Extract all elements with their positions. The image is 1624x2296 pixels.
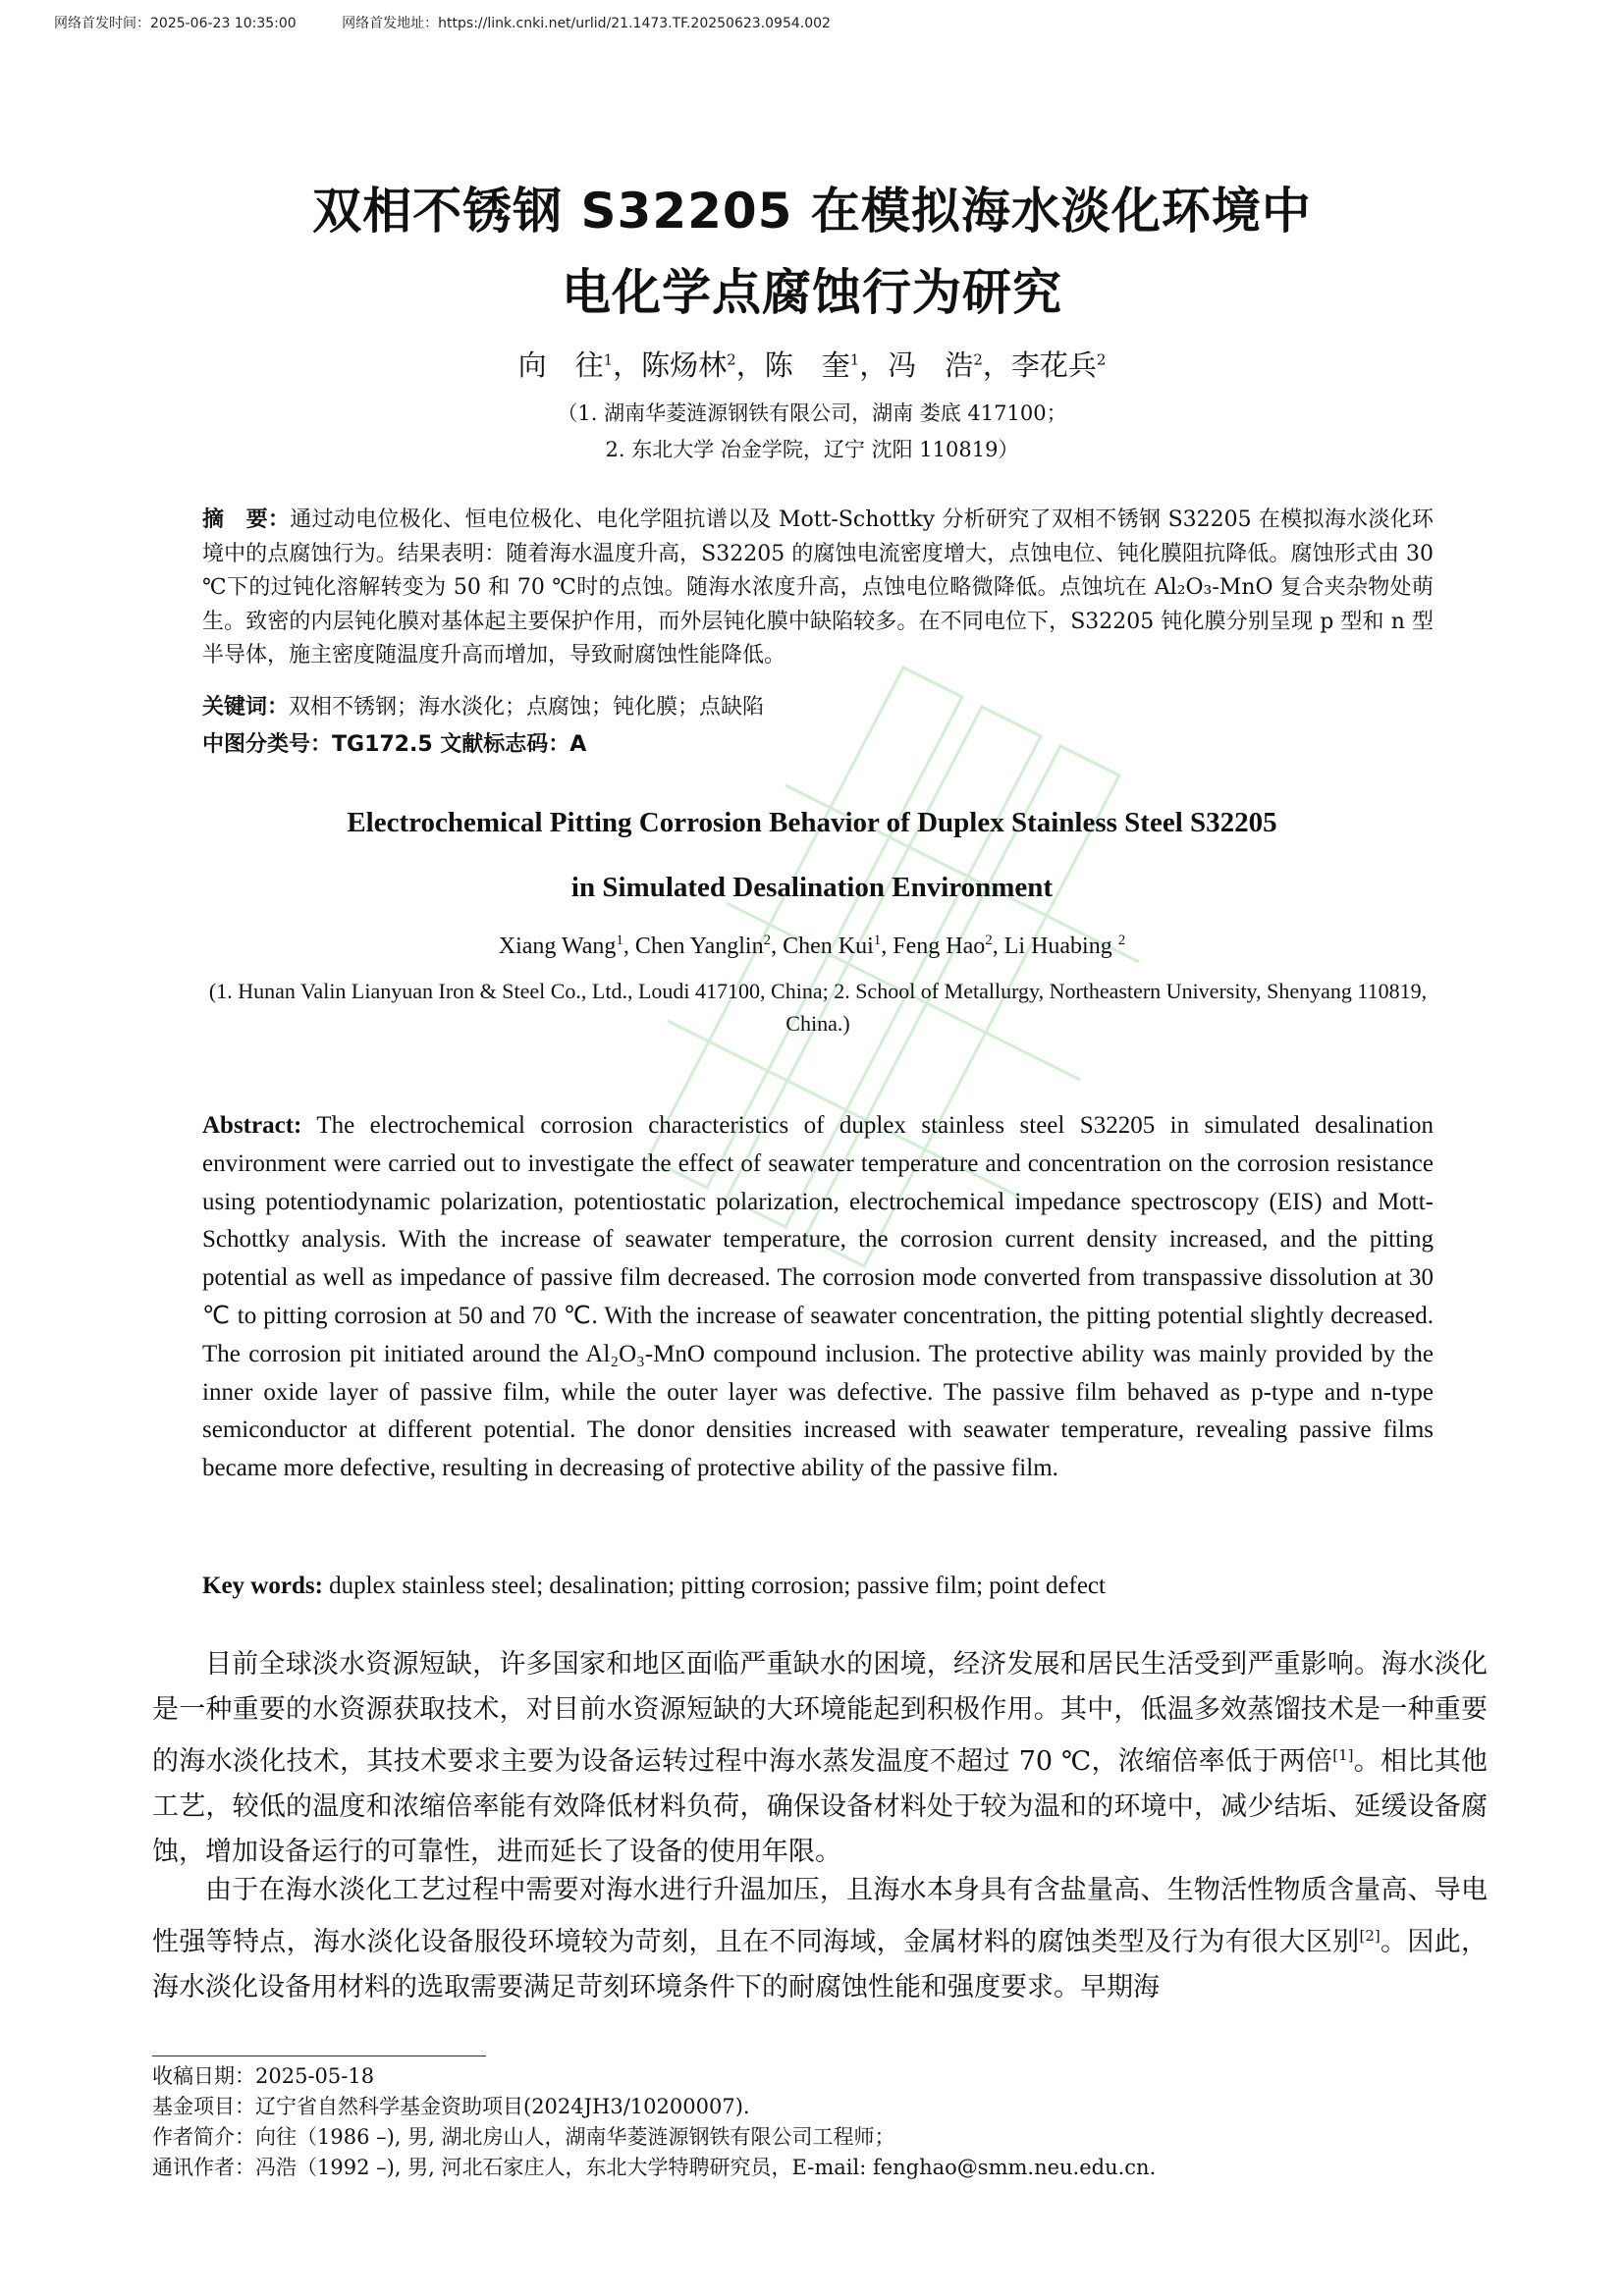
footnote-received: 收稿日期：2025-05-18 [152,2064,375,2088]
english-abstract-text: The electrochemical corrosion characteristics of duplex stainless steel S32205 in simulated desalination environment were carried out to investigate the effect of seawater temperature and concentration on the corrosion resistance using potentiodynamic polarization, potentiostatic polarization, electrochemical impedance spectroscopy (EIS) and Mott-Schottky analysis. With the increase of seawater temperature, the corrosion current density increased, and the pitting potential as well as impedance of passive film decreased. The corrosion mode converted from transpassive dissolution at 30 ℃ to pitting corrosion at 50 and 70 ℃. With the increase of seawater concentration, the pitting potential slightly decreased. The corrosion pit initiated around the Al₂O₃-MnO compound inclusion. The protective ability was mainly provided by the inner oxide layer of passive film, while the outer layer was defective. The passive film behaved as p-type and n-type semiconductor at different potential. The donor densities increased with seawater temperature, revealing passive films became more defective, resulting in decreasing of protective ability of the passive film. [202,1112,1434,1482]
publish-url[interactable]: 网络首发地址：https://link.cnki.net/urlid/21.1473.TF.20250623.0954.002 [342,16,831,31]
publish-time: 网络首发时间：2025-06-23 10:35:00 [54,16,297,31]
author-name: 向 往 [517,348,604,382]
body-text: 目前全球淡水资源短缺，许多国家和地区面临严重缺水的困境，经济发展和居民生活受到严重影响。海水淡化是一种重要的水资源获取技术，对目前水资源短缺的大环境能起到积极作用。其中，低温多效蒸馏技术是一种重要的海水淡化技术，其技术要求主要为设备运转过程中海水蒸发温度不超过 70 ℃，浓缩倍率低于两倍 [152,1649,1488,1777]
english-author-name: Chen Yanglin [634,934,764,959]
author-affiliation-mark: 2 [973,350,983,369]
chinese-keywords-text: 双相不锈钢；海水淡化；点腐蚀；钝化膜；点缺陷 [289,695,765,720]
author-list: 向 往$^1$，陈炀林$^2$，陈 奎$^1$，冯 浩$^2$，李花兵$^2$ [517,348,1107,382]
classification-text: 中图分类号：TG172.5 文献标志码：A [202,732,587,757]
english-title-line-1: Electrochemical Pitting Corrosion Behavior of Duplex Stainless Steel S32205 [347,807,1277,838]
english-affiliations: (1. Hunan Valin Lianyuan Iron & Steel Co., Ltd., Loudi 417100, China; 2. School of Metallurgy, Northeastern University, Shenyang 110819, China.) [208,979,1428,1036]
english-author-affiliation-mark: 2 [1117,933,1126,948]
author-name: 冯 浩 [888,348,974,382]
chinese-keywords [202,690,764,721]
author-name: 陈 奎 [764,348,850,382]
chinese-abstract-label: 摘 要： [202,507,291,532]
english-abstract-label: Abstract: [202,1112,302,1139]
author-affiliation-mark: 1 [603,350,614,369]
affiliation-line-2: 2. 东北大学 冶金学院，辽宁 沈阳 110819） [605,438,1019,461]
english-author-list: Xiang Wang$^1$, Chen Yanglin$^2$, Chen Kui$^1$, Feng Hao$^2$, Li Huabing $^2$ [498,933,1126,959]
author-affiliation-mark: 2 [727,350,736,369]
author-affiliation-mark: 1 [849,350,860,369]
author-name: 李花兵 [1010,348,1097,382]
chinese-abstract [202,504,1434,673]
english-abstract [202,1107,1434,1488]
footnote-author-bio: 作者简介：向往（1986 –), 男, 湖北房山人，湖南华菱涟源钢铁有限公司工程师； [152,2125,895,2149]
body-text: 。因此，海水淡化设备用材料的选取需要满足苛刻环境条件下的耐腐蚀性能和强度要求。早期海 [152,1927,1489,2002]
body-text: 由于在海水淡化工艺过程中需要对海水进行升温加压，且海水本身具有含盐量高、生物活性物质含量高、导电性强等特点，海水淡化设备服役环境较为苛刻，且在不同海域，金属材料的腐蚀类型及行为有很大区别 [152,1875,1488,1957]
body-text: 。相比其他工艺，较低的温度和浓缩倍率能有效降低材料负荷，确保设备材料处于较为温和的环境中，减少结垢、延缓设备腐蚀，增加设备运行的可靠性，进而延长了设备的使用年限。 [152,1746,1489,1867]
english-author-affiliation-mark: 2 [763,933,772,948]
body-paragraph-2 [152,1868,1488,2010]
english-keywords [202,1573,1106,1600]
english-author-name: Feng Hao [893,934,986,959]
chinese-keywords-label: 关键词： [202,695,290,720]
footnote-fund: 基金项目：辽宁省自然科学基金资助项目(2024JH3/10200007). [152,2095,750,2118]
english-author-name: Chen Kui [783,934,874,959]
affiliation-line-1: （1. 湖南华菱涟源钢铁有限公司，湖南 娄底 417100； [557,401,1067,425]
footnote-corresponding: 通讯作者：冯浩（1992 –), 男, 河北石家庄人，东北大学特聘研究员，E-mail: fenghao@smm.neu.edu.cn. [152,2156,1157,2179]
citation-ref[interactable]: [2] [1359,1927,1380,1945]
author-affiliation-mark: 2 [1096,350,1107,369]
english-author-affiliation-mark: 1 [616,933,623,948]
chinese-abstract-text: 通过动电位极化、恒电位极化、电化学阻抗谱以及 Mott-Schottky 分析研究了双相不锈钢 S32205 在模拟海水淡化环境中的点腐蚀行为。结果表明：随着海水温度升高，S32205 的腐蚀电流密度增大，点蚀电位、钝化膜阻抗降低。腐蚀形式由 30 ℃下的过钝化溶解转变为 50 和 70 ℃时的点蚀。随海水浓度升高，点蚀电位略微降低。点蚀坑在 Al₂O₃-MnO 复合夹杂物处萌生。致密的内层钝化膜对基体起主要保护作用，而外层钝化膜中缺陷较多。在不同电位下，S32205 钝化膜分别呈现 p 型和 n 型半导体，施主密度随温度升高而增加，导致耐腐蚀性能降低。 [202,507,1434,667]
english-keywords-label: Key words: [202,1573,323,1599]
citation-ref[interactable]: [1] [1332,1746,1354,1764]
paper-title-line-2: 电化学点腐蚀行为研究 [562,264,1062,321]
classification-line [202,727,586,758]
english-author-name: Xiang Wang [498,934,617,959]
english-author-name: Li Huabing [1003,934,1118,959]
english-author-affiliation-mark: 1 [873,933,882,948]
publication-header [54,13,872,32]
author-name: 陈炀林 [641,348,728,382]
english-author-affiliation-mark: 2 [985,933,993,948]
body-paragraph-1 [152,1642,1488,1875]
english-title-line-2: in Simulated Desalination Environment [570,872,1054,903]
paper-title-line-1: 双相不锈钢 S32205 在模拟海水淡化环境中 [312,183,1312,240]
english-keywords-text: duplex stainless steel; desalination; pitting corrosion; passive film; point defect [329,1573,1106,1599]
